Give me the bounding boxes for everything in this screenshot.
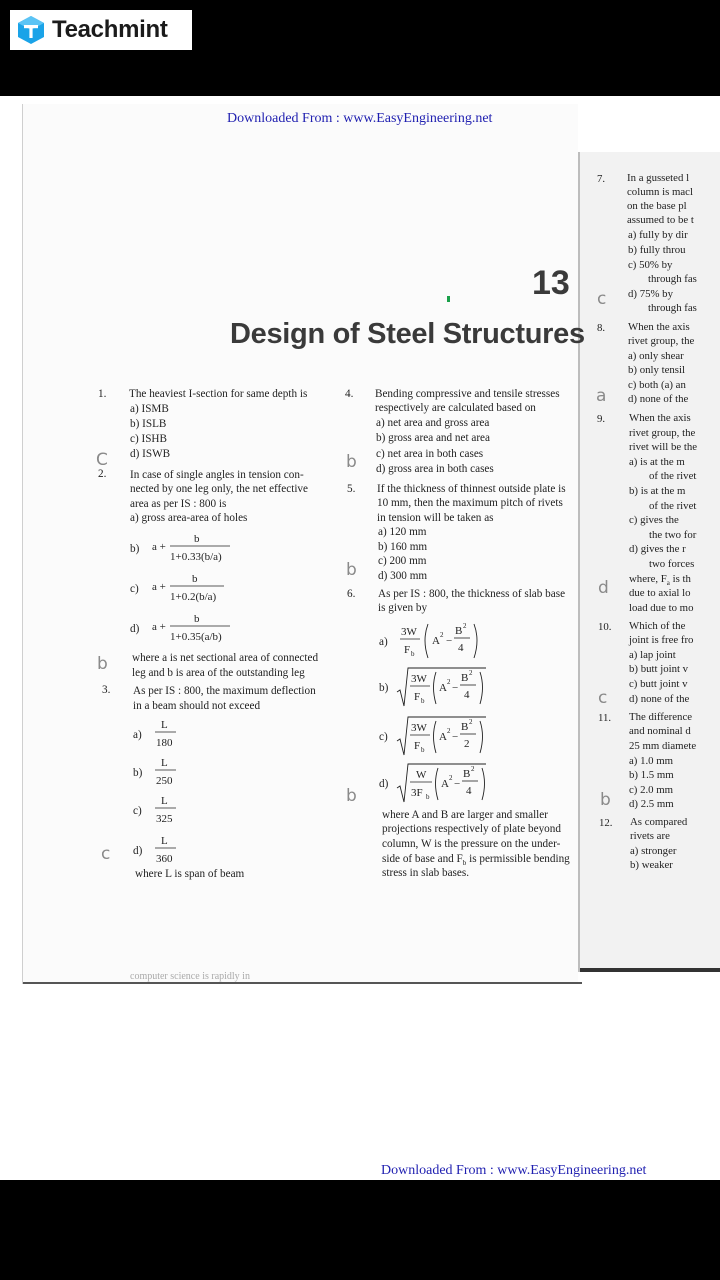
pencil-answer-mark: C bbox=[96, 450, 108, 470]
chapter-title: Design of Steel Structures bbox=[230, 318, 585, 350]
teachmint-logo-icon bbox=[16, 15, 46, 45]
svg-text:360: 360 bbox=[156, 853, 173, 865]
pencil-answer-mark: c bbox=[597, 289, 607, 309]
svg-text:1+0.33(b/a): 1+0.33(b/a) bbox=[170, 551, 222, 563]
svg-text:L: L bbox=[161, 835, 168, 847]
svg-text:a +: a + bbox=[152, 621, 166, 633]
option-c: c) 200 mm bbox=[378, 555, 427, 567]
svg-text:A: A bbox=[439, 682, 447, 694]
option-a-label: a) bbox=[379, 636, 388, 648]
option-d-label: d) bbox=[130, 623, 140, 635]
option-a: a) fully by dir bbox=[628, 229, 688, 241]
pencil-answer-mark: b bbox=[600, 790, 611, 810]
svg-text:F: F bbox=[404, 644, 411, 656]
question-text-line: As per IS : 800, the thickness of slab base bbox=[378, 588, 566, 600]
option-a: a) net area and gross area bbox=[376, 417, 490, 429]
svg-text:−: − bbox=[454, 778, 461, 790]
question-text-line: in a beam should not exceed bbox=[133, 700, 261, 712]
option-c: c) butt joint v bbox=[629, 678, 688, 690]
svg-text:a +: a + bbox=[152, 541, 166, 553]
svg-text:3W: 3W bbox=[411, 673, 427, 685]
question-number: 8. bbox=[597, 322, 606, 334]
option-c-cont: the two for bbox=[649, 529, 697, 541]
option-d: d) none of the bbox=[628, 393, 689, 405]
formula-option-c bbox=[152, 570, 242, 613]
option-a: a) lap joint bbox=[629, 649, 676, 661]
option-c: c) gives the bbox=[629, 514, 679, 526]
option-c: c) ISHB bbox=[130, 433, 167, 445]
svg-text:3F: 3F bbox=[411, 787, 423, 799]
svg-text:2: 2 bbox=[463, 622, 467, 630]
option-b: b) is at the m bbox=[629, 485, 686, 497]
formula-option-c bbox=[154, 792, 184, 833]
question-text-line: on the base pl bbox=[627, 200, 687, 212]
svg-text:180: 180 bbox=[156, 737, 173, 749]
svg-text:b: b bbox=[194, 613, 200, 625]
formula-option-d bbox=[396, 762, 488, 811]
svg-text:250: 250 bbox=[156, 775, 173, 787]
question-text-line: As compared bbox=[630, 816, 688, 828]
option-b: b) 1.5 mm bbox=[629, 769, 674, 781]
formula-option-a bbox=[154, 716, 184, 757]
question-text-line: 10 mm, then the maximum pitch of rivets bbox=[377, 497, 563, 509]
svg-text:2: 2 bbox=[447, 727, 451, 735]
question-text-line: is given by bbox=[378, 602, 428, 614]
question-text-line: 25 mm diamete bbox=[629, 740, 697, 752]
option-b: b) weaker bbox=[630, 859, 673, 871]
svg-text:3W: 3W bbox=[401, 626, 417, 638]
option-c-label: c) bbox=[379, 731, 388, 743]
pencil-answer-mark: c bbox=[101, 844, 111, 864]
svg-text:B: B bbox=[463, 768, 471, 780]
brand-name: Teachmint bbox=[52, 16, 168, 43]
where-text: leg and b is area of the outstanding leg bbox=[132, 667, 305, 679]
question-text-line: When the axis bbox=[629, 412, 691, 424]
option-b-label: b) bbox=[133, 767, 143, 779]
svg-text:4: 4 bbox=[466, 785, 472, 797]
option-b: b) only tensil bbox=[628, 364, 685, 376]
pencil-answer-mark: c bbox=[598, 688, 608, 708]
svg-text:b: b bbox=[421, 746, 425, 754]
pencil-answer-mark: b bbox=[97, 654, 108, 674]
where-text: projections respectively of plate beyond bbox=[382, 823, 561, 835]
svg-text:B: B bbox=[461, 721, 469, 733]
svg-text:A: A bbox=[441, 778, 449, 790]
option-b: b) gross area and net area bbox=[376, 432, 490, 444]
svg-text:L: L bbox=[161, 795, 168, 807]
formula-option-d bbox=[152, 610, 242, 653]
option-d: d) ISWB bbox=[130, 448, 171, 460]
svg-text:b: b bbox=[411, 650, 415, 658]
question-text-line: rivet group, the bbox=[628, 335, 695, 347]
option-c-label: c) bbox=[130, 583, 139, 595]
svg-text:B: B bbox=[461, 672, 469, 684]
where-text: column, W is the pressure on the under- bbox=[382, 838, 561, 850]
svg-text:2: 2 bbox=[447, 678, 451, 686]
where-text: where A and B are larger and smaller bbox=[382, 809, 548, 821]
formula-option-b bbox=[154, 754, 184, 795]
svg-text:−: − bbox=[452, 731, 459, 743]
option-c-label: c) bbox=[133, 805, 142, 817]
option-d-cont: two forces bbox=[649, 558, 695, 570]
option-c: c) net area in both cases bbox=[376, 448, 484, 460]
svg-text:A: A bbox=[439, 731, 447, 743]
where-text: where, $F_a$ is th bbox=[629, 573, 691, 588]
question-number: 5. bbox=[347, 483, 356, 495]
question-text-line: In case of single angles in tension con- bbox=[130, 469, 304, 481]
option-a-label: a) bbox=[133, 729, 142, 741]
question-text-line: If the thickness of thinnest outside plate is bbox=[377, 483, 566, 495]
question-text-line: Bending compressive and tensile stresses bbox=[375, 388, 560, 400]
question-text-line: When the axis bbox=[628, 321, 690, 333]
svg-text:b: b bbox=[426, 793, 430, 801]
svg-text:−: − bbox=[452, 682, 459, 694]
svg-text:W: W bbox=[416, 769, 427, 781]
svg-text:3W: 3W bbox=[411, 722, 427, 734]
where-text: where L is span of beam bbox=[135, 868, 245, 880]
download-link-bottom[interactable]: Downloaded From : www.EasyEngineering.net bbox=[381, 1163, 647, 1178]
green-dot bbox=[447, 296, 450, 302]
svg-text:1+0.35(a/b): 1+0.35(a/b) bbox=[170, 631, 222, 643]
option-d-label: d) bbox=[379, 778, 389, 790]
question-text-line: As per IS : 800, the maximum deflection bbox=[133, 685, 316, 697]
svg-text:a +: a + bbox=[152, 581, 166, 593]
question-text-line: and nominal d bbox=[629, 725, 691, 737]
option-b: b) ISLB bbox=[130, 418, 167, 430]
option-d: d) 2.5 mm bbox=[629, 798, 674, 810]
option-b-label: b) bbox=[379, 682, 389, 694]
svg-text:b: b bbox=[194, 533, 200, 545]
question-text-line: respectively are calculated based on bbox=[375, 402, 536, 414]
svg-text:4: 4 bbox=[458, 642, 464, 654]
where-text: stress in slab bases. bbox=[382, 867, 470, 879]
option-a: a) gross area-area of holes bbox=[130, 512, 248, 524]
question-number: 2. bbox=[98, 468, 107, 480]
option-b: b) 160 mm bbox=[378, 541, 428, 553]
option-c-cont: through fas bbox=[648, 273, 697, 285]
option-d-cont: through fas bbox=[648, 302, 697, 314]
option-a: a) stronger bbox=[630, 845, 677, 857]
svg-text:2: 2 bbox=[469, 718, 473, 726]
question-text-line: In a gusseted l bbox=[627, 172, 690, 184]
svg-text:F: F bbox=[414, 691, 421, 703]
question-text-line: rivet group, the bbox=[629, 427, 696, 439]
option-b-cont: of the rivet bbox=[649, 500, 697, 512]
pencil-answer-mark: b bbox=[346, 786, 357, 806]
pencil-answer-mark: b bbox=[346, 452, 357, 472]
option-d: d) none of the bbox=[629, 693, 690, 705]
svg-text:−: − bbox=[446, 635, 453, 647]
where-text: load due to mo bbox=[629, 602, 694, 614]
question-text: The heaviest I-section for same depth is bbox=[129, 388, 308, 400]
option-d: d) gross area in both cases bbox=[376, 463, 494, 475]
download-link-top[interactable]: Downloaded From : www.EasyEngineering.net bbox=[227, 111, 493, 126]
option-b: b) butt joint v bbox=[629, 663, 689, 675]
svg-text:2: 2 bbox=[464, 738, 470, 750]
svg-text:L: L bbox=[161, 757, 168, 769]
svg-text:325: 325 bbox=[156, 813, 173, 825]
faint-footer-text: computer science is rapidly in bbox=[130, 971, 250, 982]
svg-text:2: 2 bbox=[471, 765, 475, 773]
option-d-label: d) bbox=[133, 845, 143, 857]
app-header bbox=[0, 0, 720, 96]
option-c: c) 2.0 mm bbox=[629, 784, 674, 796]
formula-option-b bbox=[396, 666, 488, 715]
svg-text:b: b bbox=[421, 697, 425, 705]
option-a: a) ISMB bbox=[130, 403, 169, 415]
where-text: due to axial lo bbox=[629, 587, 691, 599]
document-viewer bbox=[0, 96, 720, 1180]
option-c: c) both (a) an bbox=[628, 379, 686, 391]
question-number: 1. bbox=[98, 388, 107, 400]
question-number: 7. bbox=[597, 173, 606, 185]
option-c: c) 50% by bbox=[628, 259, 673, 271]
pencil-answer-mark: a bbox=[596, 386, 607, 406]
svg-text:1+0.2(b/a): 1+0.2(b/a) bbox=[170, 591, 217, 603]
svg-text:2: 2 bbox=[440, 631, 444, 639]
question-text-line: in tension will be taken as bbox=[377, 512, 494, 524]
svg-text:F: F bbox=[414, 740, 421, 752]
option-a-cont: of the rivet bbox=[649, 470, 697, 482]
question-text-line: nected by one leg only, the net effective bbox=[130, 483, 308, 495]
teachmint-logo[interactable] bbox=[10, 10, 192, 50]
svg-text:B: B bbox=[455, 625, 463, 637]
svg-text:2: 2 bbox=[469, 669, 473, 677]
svg-text:b: b bbox=[192, 573, 198, 585]
option-a: a) only shear bbox=[628, 350, 684, 362]
question-number: 10. bbox=[598, 621, 612, 633]
svg-text:2: 2 bbox=[449, 774, 453, 782]
option-b-label: b) bbox=[130, 543, 140, 555]
question-number: 6. bbox=[347, 588, 356, 600]
question-text-line: Which of the bbox=[629, 620, 686, 632]
option-b: b) fully throu bbox=[628, 244, 686, 256]
question-number: 4. bbox=[345, 388, 354, 400]
question-text-line: The difference bbox=[629, 711, 693, 723]
formula-option-c bbox=[396, 715, 488, 764]
where-text: side of base and $F_b$ is permissible bending bbox=[382, 853, 570, 868]
question-number: 9. bbox=[597, 413, 606, 425]
formula-option-b bbox=[152, 530, 242, 573]
question-text-line: assumed to be t bbox=[627, 214, 694, 226]
question-text-line: rivet will be the bbox=[629, 441, 698, 453]
svg-text:L: L bbox=[161, 719, 168, 731]
formula-option-a bbox=[398, 620, 484, 669]
pencil-answer-mark: d bbox=[598, 578, 609, 598]
question-number: 3. bbox=[102, 684, 111, 696]
bottom-bar bbox=[0, 1180, 720, 1280]
chapter-number: 13 bbox=[532, 264, 570, 302]
question-number: 12. bbox=[599, 817, 613, 829]
svg-text:A: A bbox=[432, 635, 440, 647]
svg-text:4: 4 bbox=[464, 689, 470, 701]
option-d: d) 75% by bbox=[628, 288, 673, 300]
option-a: a) 1.0 mm bbox=[629, 755, 674, 767]
option-a: a) 120 mm bbox=[378, 526, 427, 538]
question-text-line: column is macl bbox=[627, 186, 693, 198]
option-a: a) is at the m bbox=[629, 456, 685, 468]
pencil-answer-mark: b bbox=[346, 560, 357, 580]
question-text-line: rivets are bbox=[630, 830, 670, 842]
question-text-line: area as per IS : 800 is bbox=[130, 498, 227, 510]
question-text-line: joint is free fro bbox=[629, 634, 694, 646]
option-d: d) gives the r bbox=[629, 543, 686, 555]
option-d: d) 300 mm bbox=[378, 570, 428, 582]
where-text: where a is net sectional area of connected bbox=[132, 652, 319, 664]
question-number: 11. bbox=[598, 712, 612, 724]
